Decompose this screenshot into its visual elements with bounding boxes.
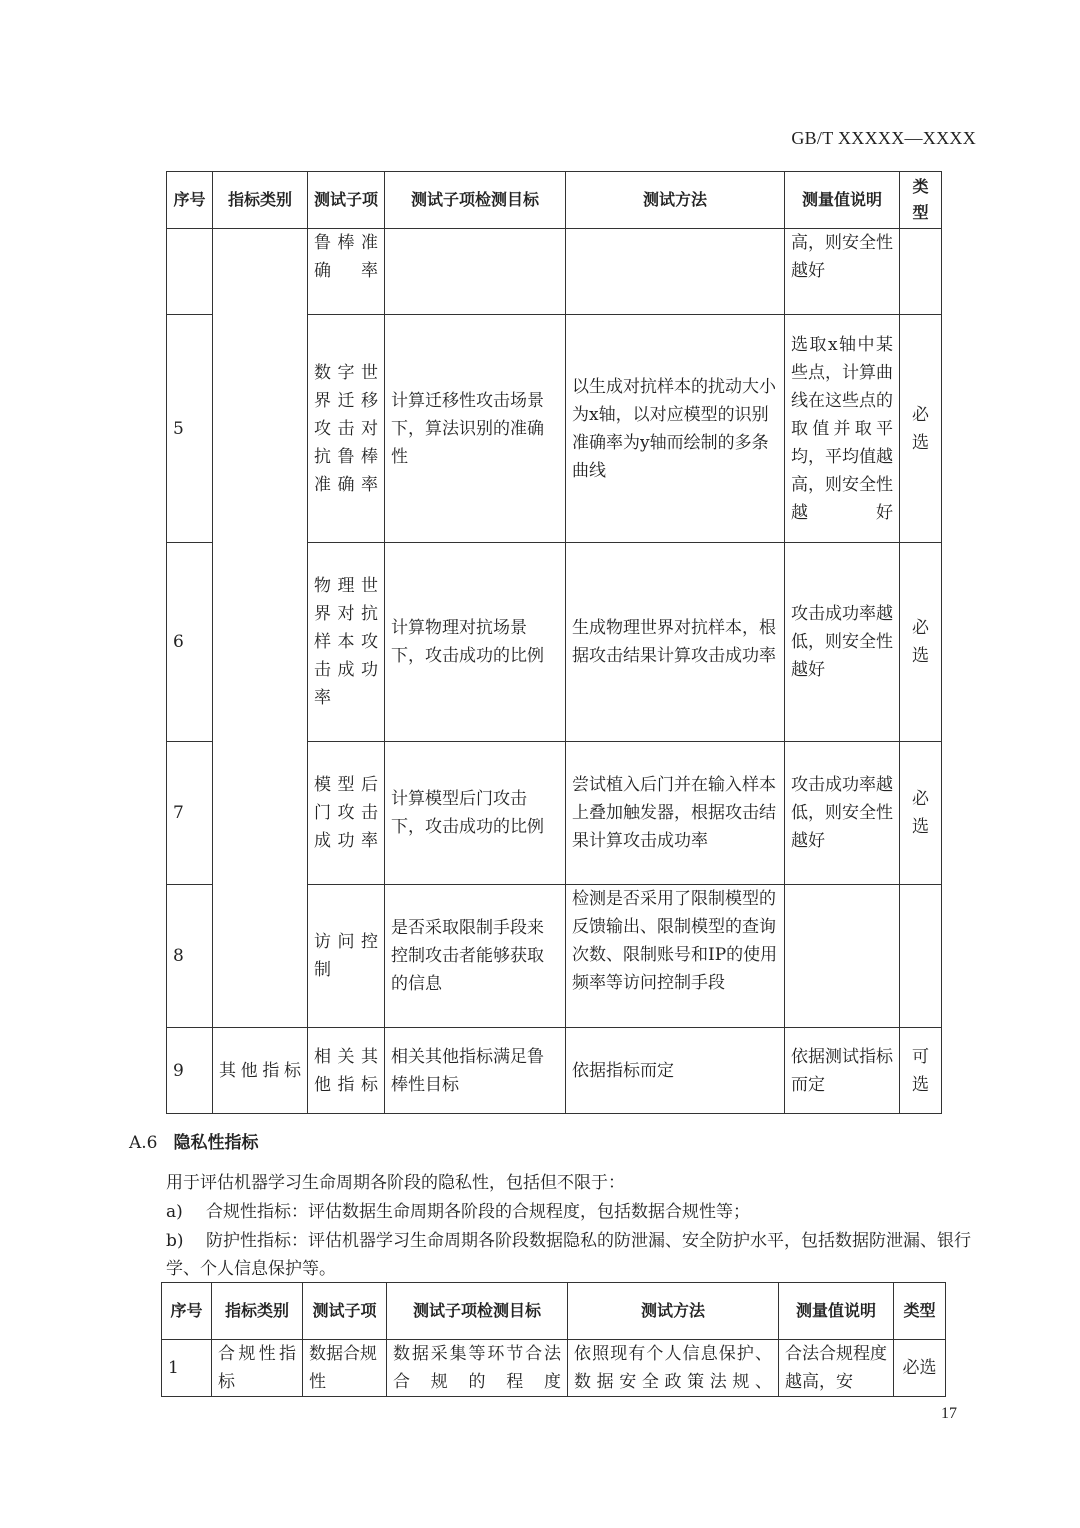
- cell-sub-item: 数据合规性: [303, 1340, 387, 1397]
- header-goal: 测试子项检测目标: [385, 172, 566, 229]
- table-row: [162, 1340, 946, 1397]
- cell-no: [167, 229, 213, 315]
- header-measure: 测量值说明: [779, 1283, 894, 1340]
- list-item: [166, 1227, 978, 1283]
- table-header-row: [162, 1283, 946, 1340]
- list-item-text: 防护性指标：评估机器学习生命周期各阶段数据隐私的防泄漏、安全防护水平，包括数据防泄漏、银行学、个人信息保护等。: [166, 1231, 971, 1279]
- list-item: [166, 1198, 750, 1226]
- cell-goal: 数据采集等环节合法合规的程度: [387, 1340, 568, 1397]
- header-type: 类型: [894, 1283, 946, 1340]
- cell-category: [213, 229, 308, 1028]
- cell-no: 7: [167, 742, 213, 885]
- cell-measure: 高，则安全性越好: [785, 229, 900, 315]
- header-sub-item: 测试子项: [303, 1283, 387, 1340]
- cell-no: 5: [167, 315, 213, 543]
- cell-goal: 计算物理对抗场景下，攻击成功的比例: [385, 543, 566, 742]
- header-method: 测试方法: [568, 1283, 779, 1340]
- section-intro: 用于评估机器学习生命周期各阶段的隐私性，包括但不限于：: [166, 1173, 625, 1193]
- robustness-table: [166, 171, 942, 1114]
- cell-no: 6: [167, 543, 213, 742]
- cell-measure: 合法合规程度越高，安: [779, 1340, 894, 1397]
- cell-method: 尝试植入后门并在输入样本上叠加触发器，根据攻击结果计算攻击成功率: [566, 742, 785, 885]
- header-measure: 测量值说明: [785, 172, 900, 229]
- cell-measure: 攻击成功率越低，则安全性越好: [785, 742, 900, 885]
- cell-no: 1: [162, 1340, 212, 1397]
- cell-measure: 选取x轴中某些点，计算曲线在这些点的取值并取平均，平均值越高，则安全性越好: [785, 315, 900, 543]
- cell-sub-item: 模型后门攻击成功率: [308, 742, 385, 885]
- cell-no: 9: [167, 1028, 213, 1114]
- cell-type: 必选: [900, 742, 942, 885]
- cell-category: 合规性指标: [212, 1340, 303, 1397]
- cell-type: 必选: [894, 1340, 946, 1397]
- header-method: 测试方法: [566, 172, 785, 229]
- cell-category: 其他指标: [213, 1028, 308, 1114]
- list-item-label: a): [166, 1202, 183, 1222]
- header-type: 类型: [900, 172, 942, 229]
- page-number: 17: [941, 1405, 957, 1422]
- header-sub-item: 测试子项: [308, 172, 385, 229]
- cell-method: 检测是否采用了限制模型的反馈输出、限制模型的查询次数、限制账号和IP的使用频率等访问控制手段: [566, 885, 785, 1028]
- cell-sub-item: 数字世界迁移攻击对抗鲁棒准确率: [308, 315, 385, 543]
- cell-method: 生成物理世界对抗样本，根据攻击结果计算攻击成功率: [566, 543, 785, 742]
- privacy-table: [161, 1282, 946, 1397]
- section-title: 隐私性指标: [173, 1133, 259, 1153]
- cell-type: 可选: [900, 1028, 942, 1114]
- cell-goal: 计算模型后门攻击下，攻击成功的比例: [385, 742, 566, 885]
- table-row: [167, 229, 942, 315]
- cell-sub-item: 鲁棒准确率: [308, 229, 385, 315]
- cell-measure: 攻击成功率越低，则安全性越好: [785, 543, 900, 742]
- cell-sub-item: 物理世界对抗样本攻击成功率: [308, 543, 385, 742]
- section-number: A.6: [129, 1133, 158, 1153]
- header-no: 序号: [162, 1283, 212, 1340]
- table-header-row: [167, 172, 942, 229]
- cell-type: 必选: [900, 315, 942, 543]
- cell-sub-item: 访问控制: [308, 885, 385, 1028]
- cell-type: 必选: [900, 543, 942, 742]
- cell-measure: [785, 885, 900, 1028]
- cell-type: [900, 885, 942, 1028]
- cell-goal: 是否采取限制手段来控制攻击者能够获取的信息: [385, 885, 566, 1028]
- cell-method: 依据指标而定: [566, 1028, 785, 1114]
- header-category: 指标类别: [213, 172, 308, 229]
- cell-goal: 相关其他指标满足鲁棒性目标: [385, 1028, 566, 1114]
- list-item-label: b): [166, 1231, 184, 1251]
- header-category: 指标类别: [212, 1283, 303, 1340]
- header-goal: 测试子项检测目标: [387, 1283, 568, 1340]
- section-heading: [129, 1128, 259, 1153]
- cell-goal: [385, 229, 566, 315]
- cell-measure: 依据测试指标而定: [785, 1028, 900, 1114]
- cell-method: 以生成对抗样本的扰动大小为x轴，以对应模型的识别准确率为y轴而绘制的多条曲线: [566, 315, 785, 543]
- table-row: [167, 1028, 942, 1114]
- cell-method: [566, 229, 785, 315]
- cell-sub-item: 相关其他指标: [308, 1028, 385, 1114]
- cell-no: 8: [167, 885, 213, 1028]
- standard-code: GB/T XXXXX—XXXX: [791, 128, 976, 148]
- cell-method: 依照现有个人信息保护、数据安全政策法规、: [568, 1340, 779, 1397]
- cell-type: [900, 229, 942, 315]
- list-item-text: 合规性指标：评估数据生命周期各阶段的合规程度，包括数据合规性等；: [206, 1202, 750, 1222]
- cell-goal: 计算迁移性攻击场景下，算法识别的准确性: [385, 315, 566, 543]
- header-no: 序号: [167, 172, 213, 229]
